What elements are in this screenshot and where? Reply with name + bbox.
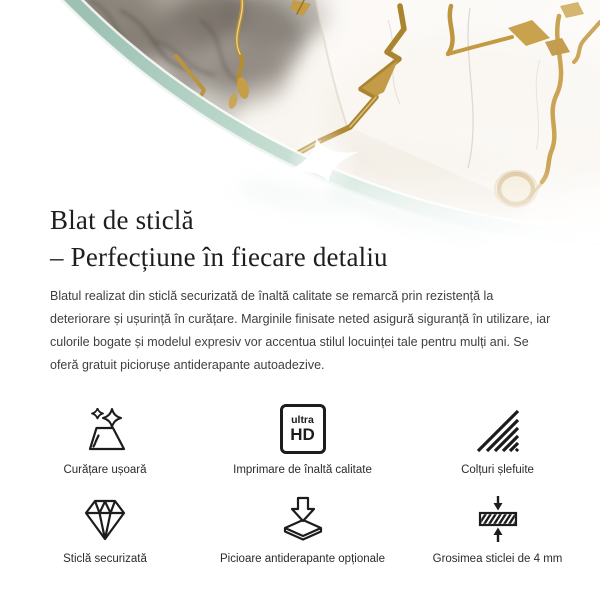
feature-tempered-glass <box>0 491 210 566</box>
tempered-glass-icon <box>82 491 128 543</box>
feature-label: Imprimare de înaltă calitate <box>233 464 372 476</box>
feature-polished-corners <box>395 402 600 477</box>
feature-label: Colțuri șlefuite <box>461 464 534 476</box>
polished-corners-icon <box>475 402 521 454</box>
feature-label: Grosimea sticlei de 4 mm <box>432 553 563 565</box>
features-grid <box>0 402 600 566</box>
ultra-hd-icon <box>280 402 326 454</box>
feature-anti-slip-feet <box>210 491 395 566</box>
page-title-line1: Blat de sticlă <box>50 205 194 235</box>
page-title <box>50 202 388 276</box>
anti-slip-feet-icon <box>280 491 326 543</box>
feature-easy-cleaning <box>0 402 210 477</box>
glass-thickness-icon <box>475 491 521 543</box>
feature-label: Curățare ușoară <box>63 464 147 476</box>
ultra-hd-badge-bottom: HD <box>290 425 315 444</box>
feature-label: Picioare antiderapante opționale <box>220 553 385 565</box>
page-title-line2: – Perfecțiune în fiecare detaliu <box>50 242 388 272</box>
feature-hd-print <box>210 402 395 477</box>
sparkle-clean-icon <box>82 402 128 454</box>
feature-glass-thickness <box>395 491 600 566</box>
intro-paragraph: Blatul realizat din sticlă securizată de înaltă calitate se remarcă prin rezistență la deteriorare și ușurință în curățare. Marginile finisate neted asigură siguranță în utilizare, iar culorile bogate și modelul expresiv vor accentua stilul locuinței tale pentru mulți ani. Se oferă gratuit piciorușe antiderapante autoadezive. <box>50 289 551 372</box>
ultra-hd-badge-top: ultra <box>291 414 314 426</box>
feature-label: Sticlă securizată <box>63 553 147 565</box>
